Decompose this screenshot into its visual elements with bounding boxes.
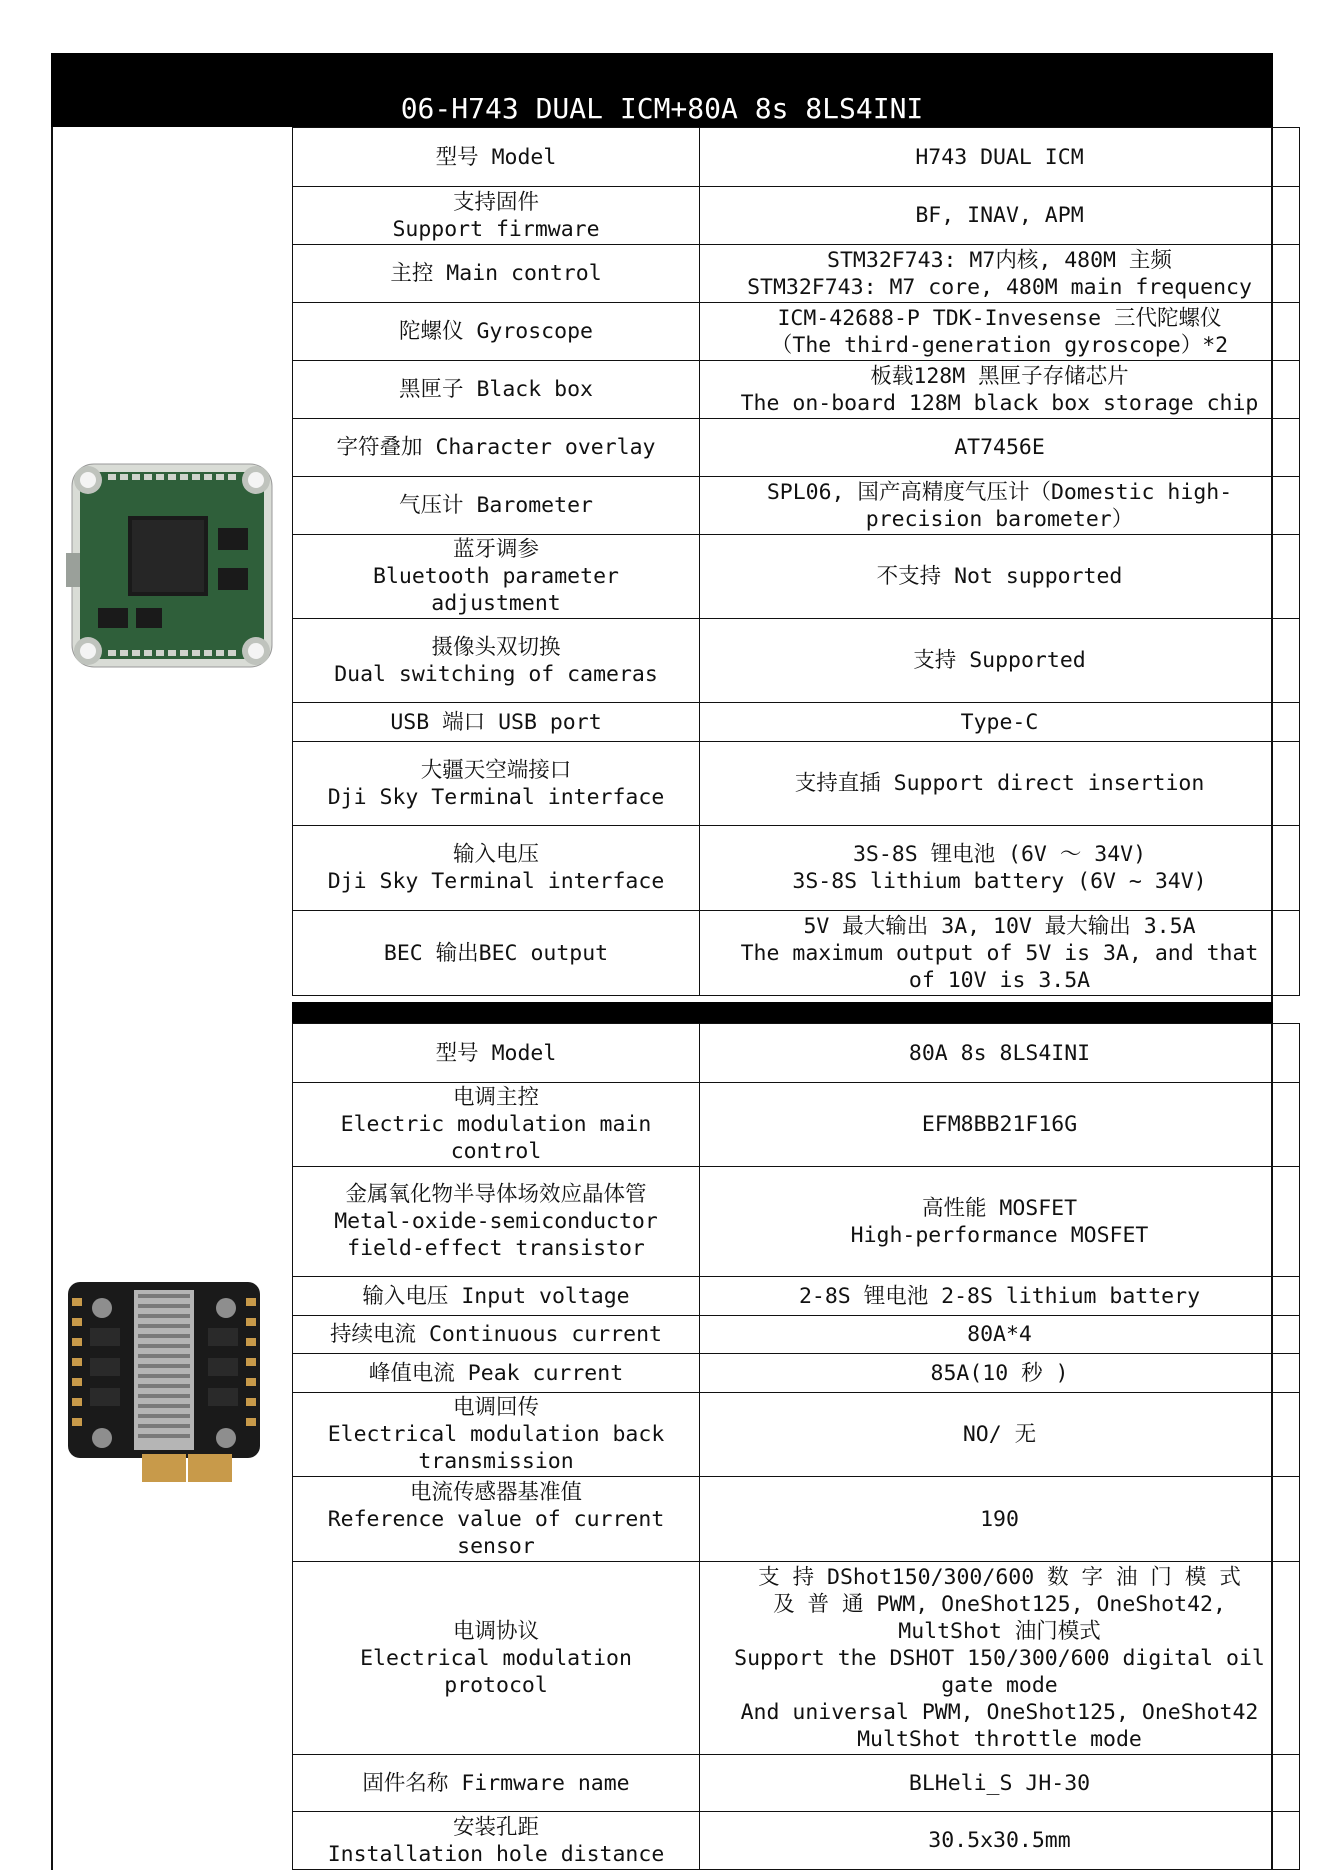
esc-spec-label: 电调主控 Electric modulation main control xyxy=(293,1083,700,1167)
esc-row xyxy=(293,1083,1300,1167)
esc-row xyxy=(293,1277,1300,1316)
flight-controller-image xyxy=(66,458,278,673)
esc-spec-label: 输入电压 Input voltage xyxy=(293,1277,700,1316)
esc-row xyxy=(293,1393,1300,1477)
esc-spec-label: 电调回传 Electrical modulation back transmission xyxy=(293,1393,700,1477)
esc-spec-value: NO/ 无 xyxy=(700,1393,1300,1477)
esc-spec-label: 固件名称 Firmware name xyxy=(293,1755,700,1812)
fc-spec-value: BF, INAV, APM xyxy=(700,187,1300,245)
esc-spec-value: BLHeli_S JH-30 xyxy=(700,1755,1300,1812)
fc-spec-value: 5V 最大输出 3A, 10V 最大输出 3.5A The maximum output of 5V is 3A, and that of 10V is 3.5A xyxy=(700,911,1300,996)
fc-row xyxy=(293,535,1300,619)
fc-spec-label: 黑匣子 Black box xyxy=(293,361,700,419)
fc-row xyxy=(293,419,1300,477)
esc-spec-label: 峰值电流 Peak current xyxy=(293,1354,700,1393)
fc-row xyxy=(293,187,1300,245)
fc-spec-value: AT7456E xyxy=(700,419,1300,477)
fc-spec-value: Type-C xyxy=(700,703,1300,742)
fc-spec-label: BEC 输出BEC output xyxy=(293,911,700,996)
esc-row xyxy=(293,1562,1300,1755)
esc-spec-value: 2-8S 锂电池 2-8S lithium battery xyxy=(700,1277,1300,1316)
fc-spec-value: 不支持 Not supported xyxy=(700,535,1300,619)
esc-spec-label: 金属氧化物半导体场效应晶体管 Metal-oxide-semiconductor field-effect transistor xyxy=(293,1167,700,1277)
fc-row xyxy=(293,826,1300,911)
esc-row xyxy=(293,1167,1300,1277)
esc-spec-label: 电流传感器基准值 Reference value of current sensor xyxy=(293,1477,700,1562)
esc-spec-value: 80A*4 xyxy=(700,1316,1300,1354)
fc-spec-value: 3S-8S 锂电池 (6V ～ 34V) 3S-8S lithium battery (6V ~ 34V) xyxy=(700,826,1300,911)
fc-row xyxy=(293,361,1300,419)
fc-spec-label: 陀螺仪 Gyroscope xyxy=(293,303,700,361)
fc-spec-value: 支持 Supported xyxy=(700,619,1300,703)
esc-row xyxy=(293,1755,1300,1812)
fc-spec-label: USB 端口 USB port xyxy=(293,703,700,742)
esc-spec-label: 型号 Model xyxy=(293,1024,700,1083)
esc-spec-label: 安装孔距 Installation hole distance xyxy=(293,1812,700,1870)
esc-spec-value: 30.5x30.5mm xyxy=(700,1812,1300,1870)
fc-spec-value: 支持直插 Support direct insertion xyxy=(700,742,1300,826)
fc-spec-value: SPL06, 国产高精度气压计（Domestic high- precision barometer） xyxy=(700,477,1300,535)
fc-spec-label: 大疆天空端接口 Dji Sky Terminal interface xyxy=(293,742,700,826)
fc-spec-label: 摄像头双切换 Dual switching of cameras xyxy=(293,619,700,703)
esc-row xyxy=(293,1024,1300,1083)
esc-spec-value: 高性能 MOSFET High-performance MOSFET xyxy=(700,1167,1300,1277)
esc-spec-label: 持续电流 Continuous current xyxy=(293,1316,700,1354)
esc-spec-value: EFM8BB21F16G xyxy=(700,1083,1300,1167)
section-separator xyxy=(292,1002,1273,1023)
esc-row xyxy=(293,1354,1300,1393)
esc-row xyxy=(293,1316,1300,1354)
sheet-title: 06-H743 DUAL ICM+80A 8s 8LS4INI xyxy=(51,53,1273,127)
esc-image xyxy=(64,1278,264,1485)
fc-spec-label: 支持固件 Support firmware xyxy=(293,187,700,245)
fc-spec-value: 板载128M 黑匣子存储芯片 The on-board 128M black box storage chip xyxy=(700,361,1300,419)
fc-spec-label: 型号 Model xyxy=(293,128,700,187)
fc-spec-value: STM32F743: M7内核, 480M 主频 STM32F743: M7 core, 480M main frequency xyxy=(700,245,1300,303)
fc-spec-label: 输入电压 Dji Sky Terminal interface xyxy=(293,826,700,911)
fc-row xyxy=(293,303,1300,361)
fc-row xyxy=(293,619,1300,703)
esc-spec-value: 支 持 DShot150/300/600 数 字 油 门 模 式 及 普 通 PWM, OneShot125, OneShot42, MultShot 油门模式 Support the DSHOT 150/300/600 digital oil gate mode And universal PWM, OneShot125, OneShot42 MultShot throttle mode xyxy=(700,1562,1300,1755)
esc-spec-value: 190 xyxy=(700,1477,1300,1562)
esc-row xyxy=(293,1477,1300,1562)
flight-controller-spec-table xyxy=(292,127,1300,996)
fc-row xyxy=(293,911,1300,996)
fc-row xyxy=(293,245,1300,303)
esc-spec-value: 85A(10 秒 ) xyxy=(700,1354,1300,1393)
fc-spec-label: 字符叠加 Character overlay xyxy=(293,419,700,477)
fc-row xyxy=(293,128,1300,187)
esc-spec-table xyxy=(292,1023,1300,1870)
fc-row xyxy=(293,477,1300,535)
esc-row xyxy=(293,1812,1300,1870)
fc-spec-label: 蓝牙调参 Bluetooth parameter adjustment xyxy=(293,535,700,619)
esc-spec-label: 电调协议 Electrical modulation protocol xyxy=(293,1562,700,1755)
fc-row xyxy=(293,742,1300,826)
fc-spec-label: 主控 Main control xyxy=(293,245,700,303)
esc-spec-value: 80A 8s 8LS4INI xyxy=(700,1024,1300,1083)
fc-row xyxy=(293,703,1300,742)
fc-spec-value: H743 DUAL ICM xyxy=(700,128,1300,187)
fc-spec-value: ICM-42688-P TDK-Invesense 三代陀螺仪 （The third-generation gyroscope）*2 xyxy=(700,303,1300,361)
fc-spec-label: 气压计 Barometer xyxy=(293,477,700,535)
